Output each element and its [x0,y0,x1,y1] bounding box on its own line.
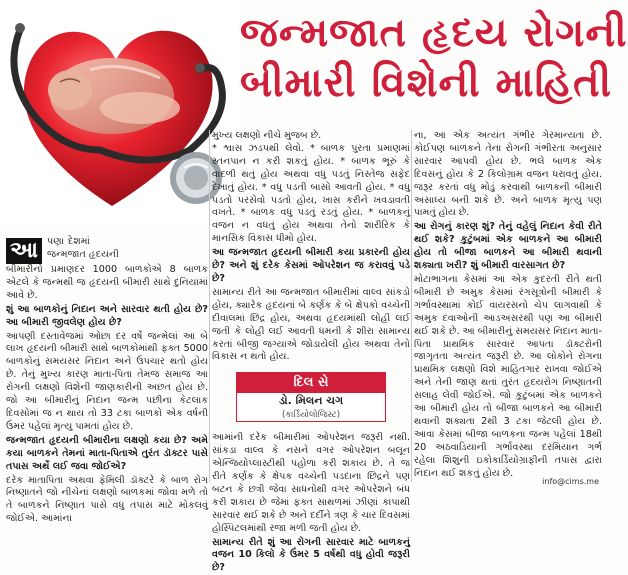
paragraph: ના, આ એક અત્યંત ગંભીર ગેરમાન્યતા છે. કોઈપણ બાળકને તેના રોગની ગંભીરતા અનુસાર સારવાર આપવી હોય છે. ભલે બાળક એક દિવસનું હોય કે 2 કિલોગ્રામ વજન ધરાવતું હોય. જરૂર કરતાં વધુ મોડું કરવાથી બાળકની બીમારી અસાધ્ય બની શકે છે. અને બાળક મૃત્યુ પણ પામતું હોય છે. [414,130,602,219]
paragraph: આમાંની દરેક બીમારીમાં ઓપરેશન જરૂરી નથી. સાંકડા વાલ્વ કે નસને વગર ઓપરેશન બલૂન એન્જિયોપ્લાસ્ટીથી પહોળા કરી શકાય છે. તે જ રીતે કર્ણક કે ક્ષેપક વચ્ચેની પડદાના છિદ્રને પણ બટન કે છત્રી જેવા સાધનોથી વગર ઓપરેશને બંધ કરી શકાય છે જેમાં ફક્ત સાથળમાં ઝીણાં કાપાથી સારવાર થઈ શકે છે અને દર્દીને ત્રણ કે ચાર દિવસમાં હોસ્પિટલમાંથી રજા મળી જતી હોય છે. [212,432,410,534]
intro-word: દેશમાં [67,236,90,247]
question-heading: જન્મજાત હૃદયની બીમારીના લક્ષણો કયા છે? અમે કયા બાળકને તેમનાં માતા-પિતાએ તુરંત ડૉક્ટર પાસે તપાસ અર્થે લઈ જવા જોઈએ? [6,434,208,472]
author-byline [212,368,410,426]
paragraph: મોટાભાગના કેસમાં આ એક કુદરતી રીતે થતી બીમારી છે અમુક કેસમાં રંગસૂત્રોની બીમારી કે ગર્ભાવસ્થામાં કોઈ વાયરસનો ચેપ લાગવાથી કે અમુક દવાઓની આડઅસરથી પણ આ બીમારી થઈ શકે છે. આ બીમારીનું સમયસર નિદાન માતા-પિતા પ્રાથમિક સારવાર આપતા ડૉક્ટરોની જાગૃતતા અત્યંત જરૂરી છે. આ લોકોને રોગના પ્રાથમિક લક્ષણો વિશે માહિતગાર રાખવા જોઈએ અને તેની જાણ થતાં તુરંત હૃદયરોગ નિષ્ણાતની સલાહ લેવી જોઈએ. જો કુટુંબમાં એક બાળકને આ બીમારી હોય તો બીજા બાળકને આ બીમારી થવાની શક્યતા 2થી 3 ટકા જેટલી હોય છે. આવા કેસમાં બીજા બાળકના જન્મ પહેલાં 18થી 20 અઠવાડિયાની ગર્ભાવસ્થા દરમિયાન ગર્ભ રહેલા શિશુની ઇકોકાર્ડિયોગ્રાફીની તપાસ દ્વારા નિદાન થઈ શકતું હોય છે. [414,273,602,479]
column-divider [209,130,210,482]
column-tag: દિલ સે [237,373,385,393]
author-name: ડો. મિલન ચગ [278,394,344,408]
question-heading: આ જન્મજાત હૃદયની બીમારી કયા પ્રકારની હોય છે? અને શું દરેક કેસમાં ઓપરેશન જ કરાવવું પડે છે? [212,247,410,284]
headline [240,8,628,108]
column-divider [411,130,412,482]
paragraph: દરેક માતાપિતા અથવા ફેમિલી ડૉક્ટરે કે બાળ રોગ નિષ્ણાતને જો નીચેનાં લક્ષણો બાળકમાં જોવા મળે તો તે બાળકને નિષ્ણાત પાસે વધુ તપાસ માટે મોકલવું જોઈએ. આમાંના [6,474,208,525]
hero-image [0,0,238,228]
question-heading: સામાન્ય રીતે શું આ રોગની સારવાર માટે બાળકનું વજન 10 કિલો કે ઉંમર 5 વર્ષથી વધુ હોવી જરૂરી છે? [212,536,410,574]
contact-email[interactable]: info@cims.me [542,477,599,486]
question-heading: આ રોગનું કારણ શું? તેનું વહેલું નિદાન કેવી રીતે થઈ શકે? કુટુંબમાં એક બાળકને આ બીમારી હોય તો બીજા બાળકને આ બીમારી થવાની શક્યતા ખરી? શું બીમારી વારસાગત છે? [414,221,602,272]
intro-line-2: જન્મજાત હૃદયની [47,248,119,260]
paragraph: બીમારીનો પ્રમાણદર 1000 બાળકોએ 8 બાળક એટલે કે જન્મથી જ હૃદયની બીમારી સાથે દુનિયામાં આવે છે. [6,264,208,301]
article-column-2 [212,130,410,574]
paragraph: મુખ્ય લક્ષણો નીચે મુજબ છે. [212,130,322,141]
intro-line [47,236,208,249]
article-column-1 [6,236,208,525]
author-role: (કાર્ડિયોલોજિસ્ટ) [281,410,341,421]
headline-line-1: જન્મજાત હૃદય રોગની [240,10,628,56]
drop-cap: આ [6,238,42,264]
headline-line-2: બીમારી વિશેની માહિતી [240,60,613,106]
question-heading: શું આ બાળકોનું નિદાન અને સારવાર થતી હોય છે? આ બીમારી જીવલેણ હોય છે? [6,303,208,328]
paragraph: આપણી દસ્તાવેજમાં ઓછા દર વર્ષે જન્મેલાં આ બે લાખ હૃદયની બીમારી સાથે બાળકોમાંથી ફક્ત 5000 બાળકોનું સમયસર નિદાન અને ઉપચાર થતો હોય છે. તેનું મુખ્ય કારણ માતા-પિતા તેમજ સમાજ આ રોગની લક્ષણો વિશેની જાણકારીની અછત હોય છે. જો આ બીમારીનું નિદાન જન્મ પછીના કેટલાક દિવસોમાં જ ન થાય તો 33 ટકા બાળકો એક વર્ષની ઉંમર પહેલાં મૃત્યુ પામતાં હોય છે. [6,330,208,432]
intro-word: પણા [47,236,64,247]
symptom-list: * શ્વાસ ઝડપથી લેવો. * બાળક પુરતા પ્રમાણમાં સ્તનપાન ન કરી શકતું હોય. * બાળક ભૂરું કે વાદળી થતું હોય અથવા વધુ પડતું નિસ્તેજ સફેદ દેખાતું હોય. * વધુ પડતી બાસો આવતી હોય. * વધુ પડતો પરસેવો પડતો હોય, ખાસ કરીને ખવડાવતી વખતે. * બાળક વધુ પડતું રડતું હોય. * બાળકનું વજન ન વધતું હોય અથવા તેનો શારીરિક કે માનસિક વિકાસ ધીમો હોય. [212,142,410,245]
paragraph: સામાન્ય રીતે આ જન્મજાત બીમારીમાં વાલ્વ સાંકડો હોય, ક્યારેક હૃદયનાં બે કર્ણક કે બે ક્ષેપકો વચ્ચેની દીવાલમાં છિદ્ર હોય, અથવા હૃદયમાંથી લોહી લઈ જતી કે લોહી લઈ આવતી ધમની કે શીરા સામાન્ય કરતાં બીજી જગ્યાએ જોડાયેલી હોય અથવા તેનો વિકાસ ન થતો હોય. [212,286,410,363]
heart-stethoscope-image [0,0,238,228]
article-column-3 [414,130,602,486]
byline-box [236,372,386,422]
